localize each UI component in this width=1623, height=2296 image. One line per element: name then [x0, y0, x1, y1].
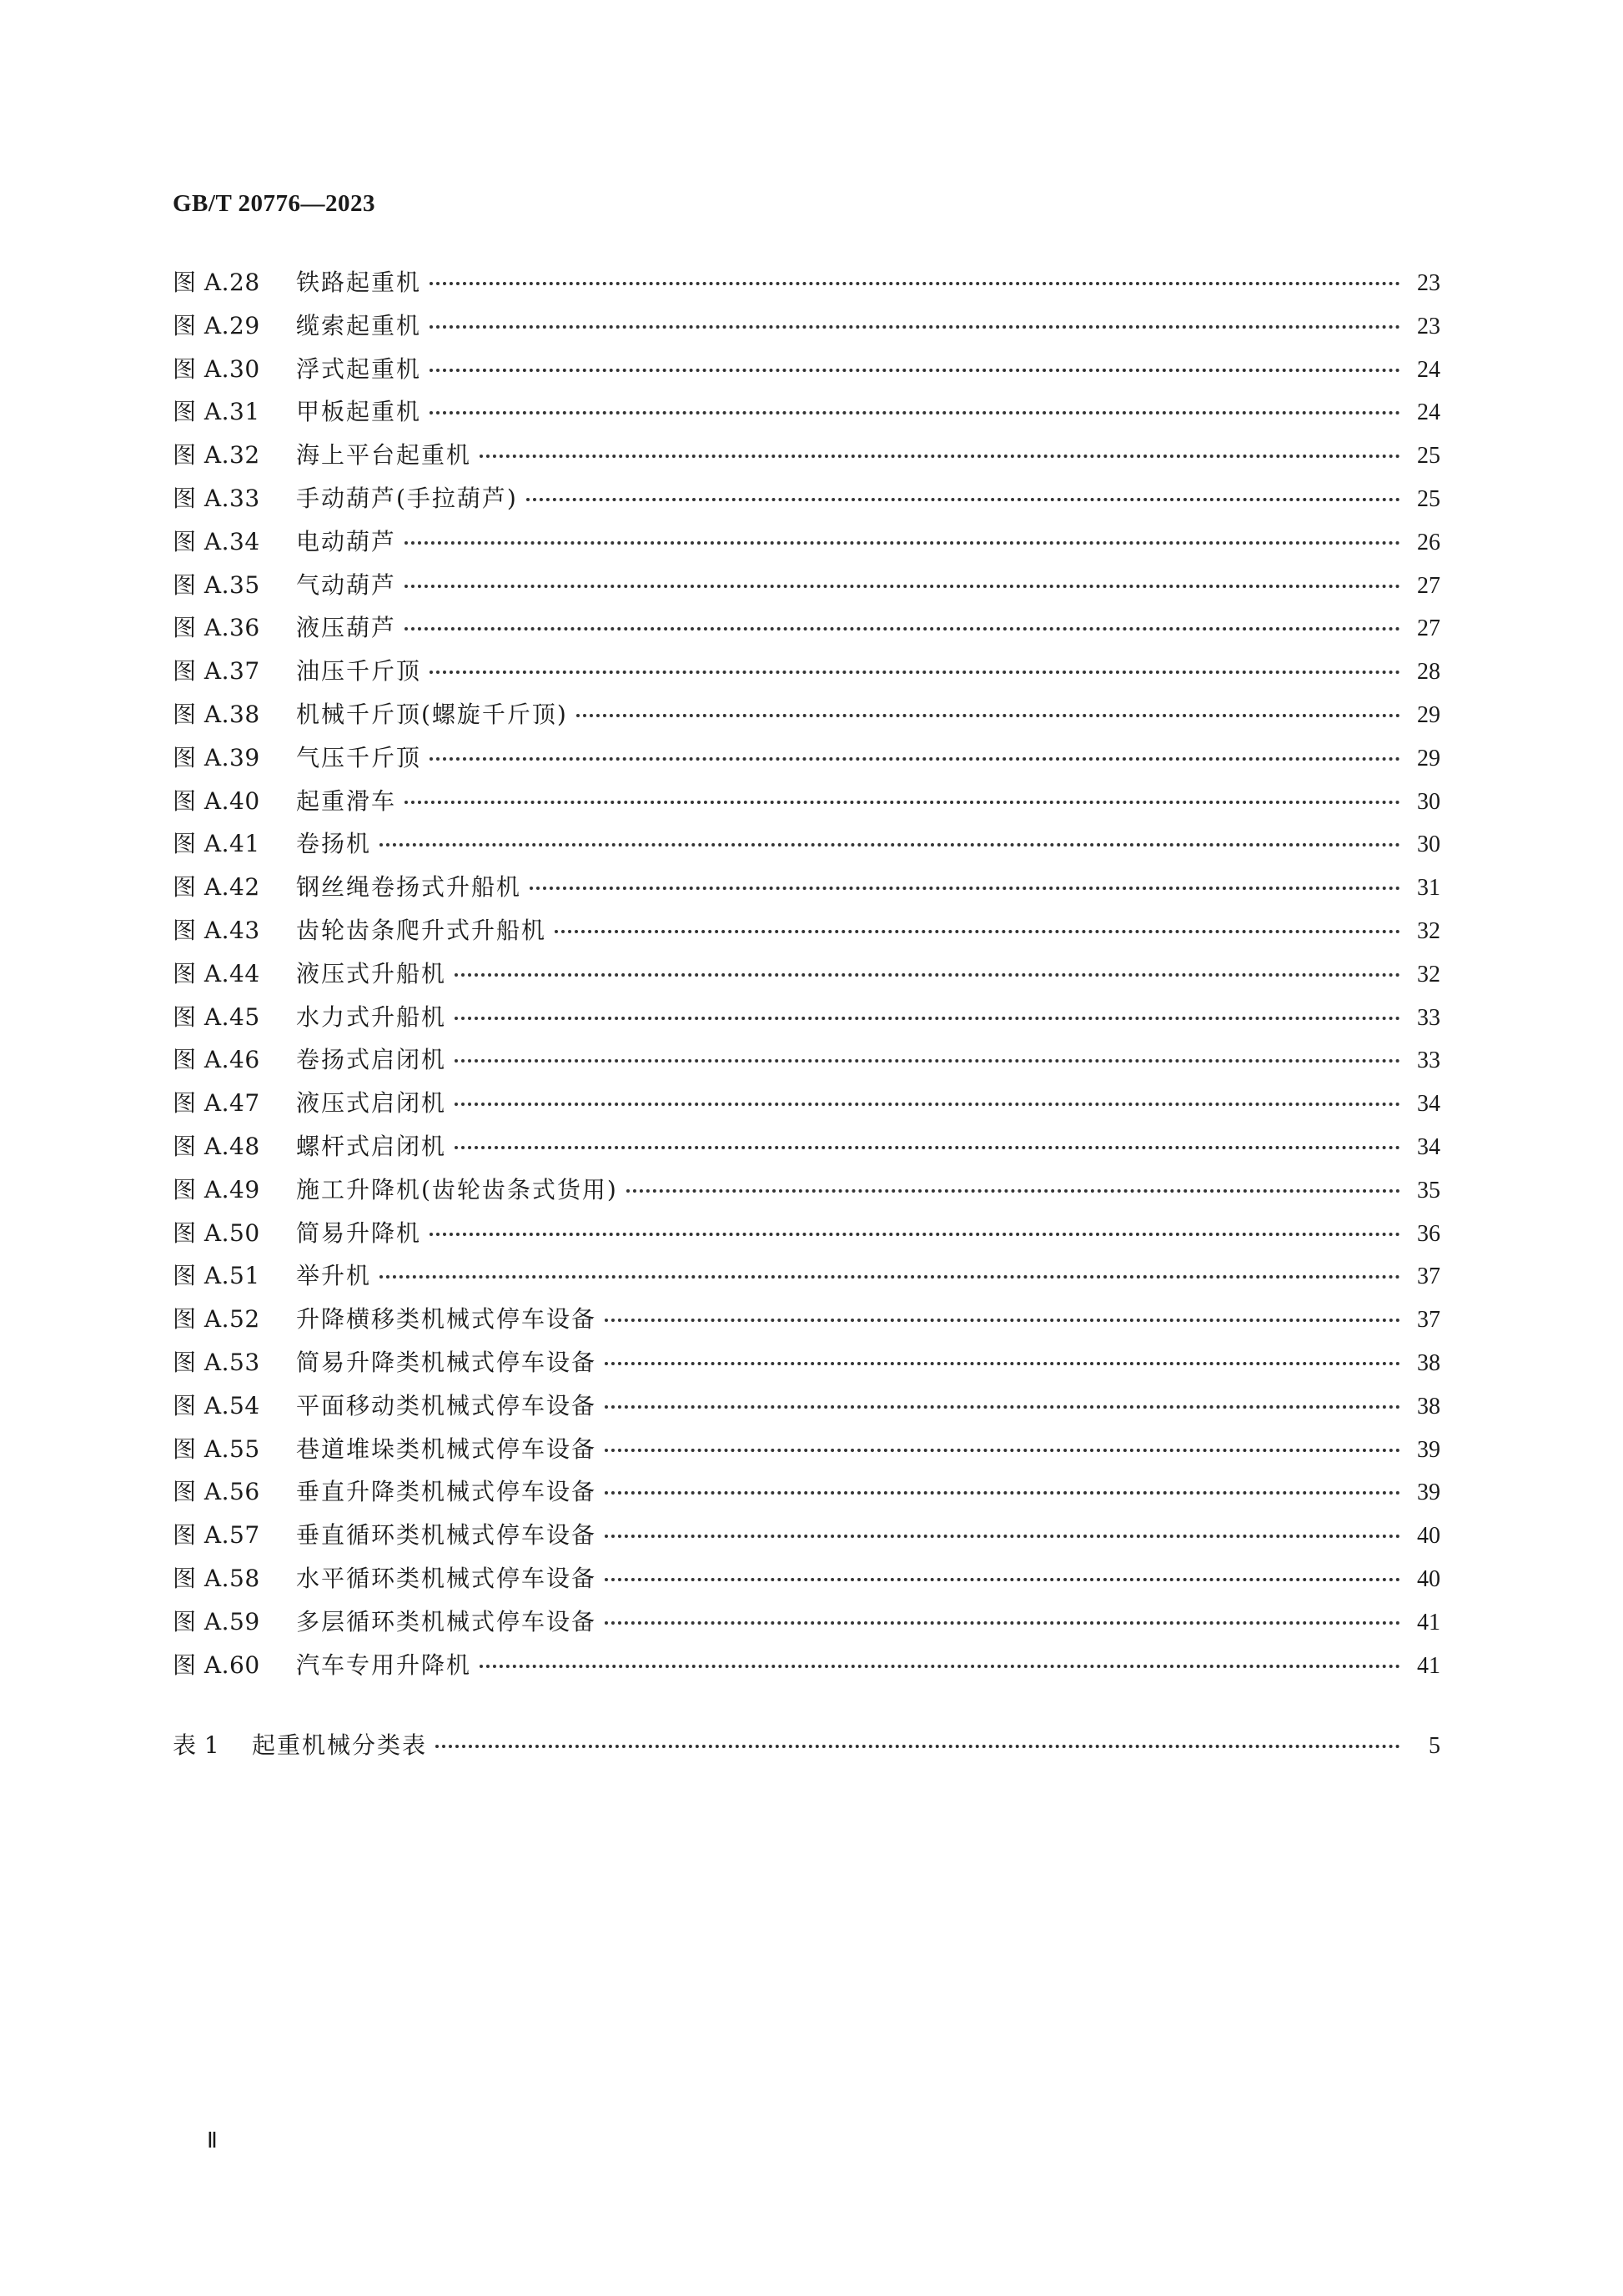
toc-entry-title: 起重滑车	[296, 786, 397, 815]
dot-leader	[455, 1059, 1400, 1063]
dot-leader	[430, 757, 1400, 761]
dot-leader	[605, 1578, 1400, 1581]
toc-entry-label: 图 A.30	[173, 354, 260, 383]
toc-entry-title: 施工升降机(齿轮齿条式货用)	[296, 1175, 618, 1203]
toc-entry-label: 图 A.53	[173, 1348, 260, 1376]
dot-leader	[404, 627, 1400, 631]
toc-entry-label: 图 A.36	[173, 614, 260, 642]
toc-entry-label: 图 A.34	[173, 527, 260, 555]
toc-entry-label: 图 A.54	[173, 1391, 260, 1419]
dot-leader	[576, 714, 1400, 717]
toc-entry-page: 35	[1417, 1177, 1440, 1203]
dot-leader	[526, 498, 1400, 501]
dot-leader	[379, 1275, 1400, 1279]
dot-leader	[605, 1491, 1400, 1495]
toc-entry-page: 30	[1417, 831, 1440, 858]
toc-entry-label: 图 A.28	[173, 269, 260, 296]
dot-leader	[605, 1535, 1400, 1538]
dot-leader	[430, 369, 1400, 372]
figure-toc-entry[interactable]	[173, 1085, 1440, 1128]
toc-entry-label: 图 A.49	[173, 1175, 260, 1203]
toc-entry-title: 气压千斤顶	[296, 743, 422, 771]
toc-entry-title: 液压葫芦	[296, 614, 397, 642]
toc-entry-title: 液压式升船机	[296, 959, 447, 987]
dot-leader	[430, 411, 1400, 414]
toc-entry-page: 37	[1417, 1307, 1440, 1334]
toc-entry-page: 41	[1417, 1609, 1440, 1635]
toc-entry-page: 33	[1417, 1048, 1440, 1074]
table-list	[173, 1727, 1440, 1771]
toc-entry-page: 33	[1417, 1004, 1440, 1031]
toc-entry-title: 平面移动类机械式停车设备	[296, 1391, 597, 1419]
toc-entry-title: 电动葫芦	[296, 527, 397, 555]
toc-entry-page: 40	[1417, 1565, 1440, 1592]
toc-entry-label: 图 A.44	[173, 959, 260, 987]
toc-entry-label: 图 A.29	[173, 311, 260, 339]
toc-entry-title: 水平循环类机械式停车设备	[296, 1564, 597, 1592]
toc-entry-title: 手动葫芦(手拉葫芦)	[296, 484, 518, 512]
figure-toc-entry[interactable]	[173, 524, 1440, 567]
toc-entry-label: 图 A.60	[173, 1650, 260, 1679]
toc-entry-page: 36	[1417, 1220, 1440, 1247]
figure-list	[173, 264, 1440, 1690]
figure-toc-entry[interactable]	[173, 1258, 1440, 1301]
toc-entry-label: 图 A.46	[173, 1046, 260, 1074]
toc-entry-label: 图 A.35	[173, 570, 260, 599]
toc-entry-page: 32	[1417, 961, 1440, 987]
figure-toc-entry[interactable]	[173, 437, 1440, 480]
standard-number: GB/T 20776—2023	[173, 190, 376, 217]
toc-entry-label: 表 1	[173, 1731, 220, 1759]
figure-toc-entry[interactable]	[173, 1647, 1440, 1691]
toc-entry-page: 5	[1429, 1733, 1440, 1759]
figure-toc-entry[interactable]	[173, 1128, 1440, 1172]
toc-entry-page: 25	[1417, 443, 1440, 470]
toc-entry-label: 图 A.51	[173, 1262, 260, 1290]
dot-leader	[435, 1745, 1400, 1748]
toc-entry-label: 图 A.57	[173, 1521, 260, 1550]
toc-entry-page: 34	[1417, 1091, 1440, 1118]
figure-toc-entry[interactable]	[173, 999, 1440, 1042]
toc-entry-title: 卷扬机	[296, 830, 372, 858]
toc-entry-page: 34	[1417, 1133, 1440, 1160]
toc-entry-title: 缆索起重机	[296, 311, 422, 339]
dot-leader	[480, 1665, 1400, 1668]
dot-leader	[455, 973, 1400, 977]
toc-entry-label: 图 A.38	[173, 700, 260, 728]
toc-entry-title: 举升机	[296, 1262, 372, 1290]
figure-toc-entry[interactable]	[173, 1388, 1440, 1431]
figure-toc-entry[interactable]	[173, 1301, 1440, 1344]
dot-leader	[605, 1405, 1400, 1409]
dot-leader	[555, 930, 1400, 933]
figure-toc-entry[interactable]	[173, 1215, 1440, 1259]
toc-entry-label: 图 A.47	[173, 1089, 260, 1118]
dot-leader	[626, 1189, 1400, 1193]
toc-entry-title: 齿轮齿条爬升式升船机	[296, 916, 547, 944]
toc-entry-title: 升降横移类机械式停车设备	[296, 1305, 597, 1334]
toc-entry-label: 图 A.37	[173, 657, 260, 686]
figure-toc-entry[interactable]	[173, 783, 1440, 826]
dot-leader	[404, 801, 1400, 804]
toc-entry-label: 图 A.50	[173, 1218, 260, 1247]
toc-entry-label: 图 A.43	[173, 916, 260, 944]
toc-entry-title: 水力式升船机	[296, 1002, 447, 1031]
dot-leader	[455, 1103, 1400, 1106]
dot-leader	[379, 843, 1400, 847]
figure-toc-entry[interactable]	[173, 1560, 1440, 1604]
figure-toc-entry[interactable]	[173, 1604, 1440, 1647]
toc-entry-page: 28	[1417, 659, 1440, 686]
toc-entry-title: 起重机械分类表	[252, 1731, 428, 1759]
toc-entry-label: 图 A.42	[173, 873, 260, 902]
toc-entry-title: 钢丝绳卷扬式升船机	[296, 873, 522, 902]
figure-toc-entry[interactable]	[173, 1344, 1440, 1388]
toc-entry-label: 图 A.31	[173, 398, 260, 426]
toc-entry-title: 海上平台起重机	[296, 441, 472, 470]
table-toc-entry[interactable]	[173, 1727, 1440, 1771]
figure-toc-entry[interactable]	[173, 264, 1440, 308]
toc-entry-page: 40	[1417, 1523, 1440, 1550]
figure-toc-entry[interactable]	[173, 480, 1440, 524]
toc-entry-title: 机械千斤顶(螺旋千斤顶)	[296, 700, 568, 728]
dot-leader	[605, 1449, 1400, 1452]
figure-toc-entry[interactable]	[173, 956, 1440, 999]
figure-toc-entry[interactable]	[173, 610, 1440, 653]
toc-entry-title: 汽车专用升降机	[296, 1650, 472, 1679]
toc-entry-title: 浮式起重机	[296, 354, 422, 383]
toc-entry-title: 垂直升降类机械式停车设备	[296, 1478, 597, 1506]
dot-leader	[430, 671, 1400, 674]
figure-toc-entry[interactable]	[173, 826, 1440, 869]
toc-entry-title: 垂直循环类机械式停车设备	[296, 1521, 597, 1550]
toc-entry-label: 图 A.39	[173, 743, 260, 771]
figure-toc-entry[interactable]	[173, 394, 1440, 437]
toc-entry-page: 30	[1417, 788, 1440, 815]
toc-entry-page: 29	[1417, 745, 1440, 771]
dot-leader	[430, 325, 1400, 329]
toc-entry-label: 图 A.48	[173, 1132, 260, 1160]
dot-leader	[480, 455, 1400, 458]
dot-leader	[430, 1233, 1400, 1236]
toc-entry-page: 23	[1417, 313, 1440, 339]
dot-leader	[605, 1362, 1400, 1365]
toc-entry-title: 气动葫芦	[296, 570, 397, 599]
figure-toc-entry[interactable]	[173, 1042, 1440, 1085]
toc-entry-page: 27	[1417, 572, 1440, 599]
figure-toc-entry[interactable]	[173, 1517, 1440, 1560]
figure-toc-entry[interactable]	[173, 740, 1440, 783]
toc-entry-label: 图 A.52	[173, 1305, 260, 1334]
figure-toc-entry[interactable]	[173, 869, 1440, 912]
toc-entry-page: 29	[1417, 701, 1440, 728]
toc-entry-page: 23	[1417, 270, 1440, 296]
dot-leader	[455, 1146, 1400, 1149]
toc-entry-page: 41	[1417, 1652, 1440, 1679]
toc-entry-label: 图 A.40	[173, 786, 260, 815]
toc-entry-label: 图 A.41	[173, 830, 260, 858]
toc-entry-label: 图 A.56	[173, 1478, 260, 1506]
figure-toc-entry[interactable]	[173, 351, 1440, 394]
toc-entry-title: 巷道堆垛类机械式停车设备	[296, 1434, 597, 1463]
dot-leader	[605, 1621, 1400, 1625]
toc-entry-label: 图 A.59	[173, 1607, 260, 1635]
toc-entry-title: 螺杆式启闭机	[296, 1132, 447, 1160]
dot-leader	[605, 1319, 1400, 1322]
toc-entry-title: 铁路起重机	[296, 269, 422, 296]
toc-entry-page: 37	[1417, 1264, 1440, 1290]
figure-toc-entry[interactable]	[173, 912, 1440, 956]
figure-toc-entry[interactable]	[173, 653, 1440, 696]
figure-toc-entry[interactable]	[173, 696, 1440, 740]
figure-toc-entry[interactable]	[173, 1474, 1440, 1517]
toc-entry-page: 39	[1417, 1480, 1440, 1506]
toc-entry-page: 39	[1417, 1436, 1440, 1463]
toc-entry-page: 38	[1417, 1393, 1440, 1419]
page-number: Ⅱ	[207, 2128, 218, 2153]
dot-leader	[430, 282, 1400, 285]
toc-entry-title: 油压千斤顶	[296, 657, 422, 686]
toc-entry-title: 简易升降机	[296, 1218, 422, 1247]
toc-entry-label: 图 A.45	[173, 1002, 260, 1031]
toc-entry-label: 图 A.55	[173, 1434, 260, 1463]
toc-entry-label: 图 A.58	[173, 1564, 260, 1592]
figure-toc-entry[interactable]	[173, 1431, 1440, 1475]
toc-entry-title: 简易升降类机械式停车设备	[296, 1348, 597, 1376]
toc-entry-page: 27	[1417, 615, 1440, 642]
figure-toc-entry[interactable]	[173, 567, 1440, 610]
toc-entry-title: 液压式启闭机	[296, 1089, 447, 1118]
figure-toc-entry[interactable]	[173, 308, 1440, 351]
dot-leader	[530, 887, 1400, 890]
dot-leader	[404, 541, 1400, 545]
toc-entry-page: 32	[1417, 917, 1440, 944]
toc-entry-page: 24	[1417, 356, 1440, 383]
figure-toc-entry[interactable]	[173, 1172, 1440, 1215]
toc-entry-label: 图 A.32	[173, 441, 260, 470]
toc-entry-title: 甲板起重机	[296, 398, 422, 426]
toc-entry-page: 25	[1417, 485, 1440, 512]
dot-leader	[404, 585, 1400, 588]
toc-entry-page: 24	[1417, 399, 1440, 426]
toc-entry-title: 卷扬式启闭机	[296, 1046, 447, 1074]
toc-entry-title: 多层循环类机械式停车设备	[296, 1607, 597, 1635]
dot-leader	[455, 1017, 1400, 1020]
toc-entry-label: 图 A.33	[173, 484, 260, 512]
toc-entry-page: 38	[1417, 1349, 1440, 1376]
toc-entry-page: 31	[1417, 875, 1440, 902]
toc-entry-page: 26	[1417, 529, 1440, 555]
